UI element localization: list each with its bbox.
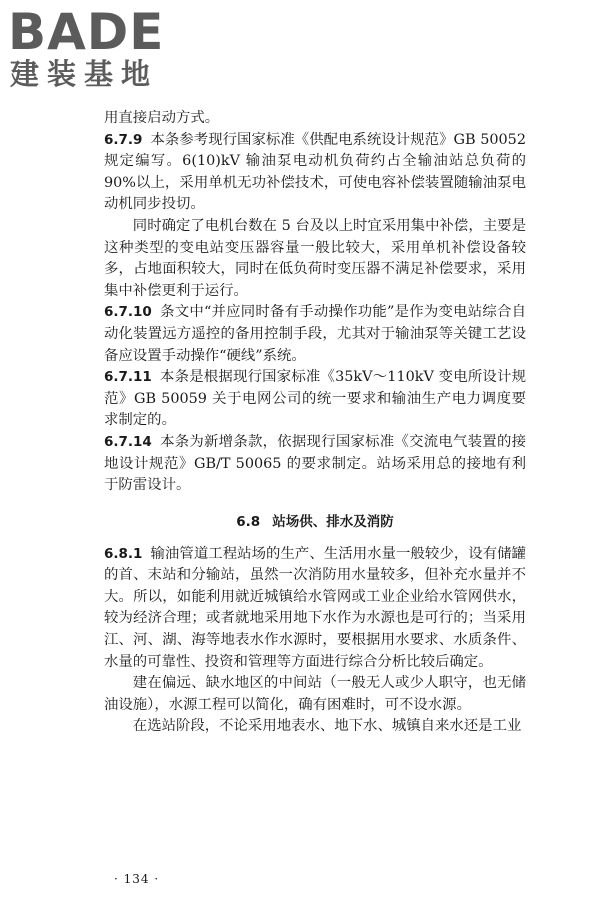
clause-6-7-11 bbox=[104, 367, 526, 432]
paragraph: 建在偏远、缺水地区的中间站（一般无人或少人职守，也无储油设施），水源工程可以简化，确有困难时，可不设水源。 bbox=[104, 675, 526, 713]
intro-line: 用直接启动方式。 bbox=[104, 110, 220, 126]
clause-number: 6.7.9 bbox=[104, 131, 143, 148]
logo bbox=[8, 4, 183, 94]
paragraph: 在选站阶段，不论采用地表水、地下水、城镇自来水还是工业 bbox=[132, 718, 522, 735]
page-body bbox=[104, 108, 526, 738]
clause-number: 6.7.10 bbox=[104, 304, 152, 321]
paragraph: 同时确定了电机台数在 5 台及以上时宜采用集中补偿，主要是这种类型的变电站变压器容量一般比较大，采用单机补偿设备较多，占地面积较大，同时在低负荷时变压器不满足补偿要求，采用集中补偿更利于运行。 bbox=[104, 217, 526, 299]
logo-subtitle: 建装基地 bbox=[10, 57, 159, 91]
section-title: 站场供、排水及消防 bbox=[272, 513, 394, 530]
clause-text: 本条为新增条款，依据现行国家标准《交流电气装置的接地设计规范》GB/T 50065 的要求制定。站场采用总的接地有利于防雷设计。 bbox=[104, 433, 526, 494]
clause-6-7-9 bbox=[104, 130, 526, 216]
clause-number: 6.8.1 bbox=[104, 545, 143, 562]
clause-6-7-14 bbox=[104, 432, 526, 497]
logo-brand: BADE bbox=[8, 3, 165, 61]
clause-text: 本条参考现行国家标准《供配电系统设计规范》GB 50052规定编写。6(10)kV 输油泵电动机负荷约占全输油站总负荷的90%以上，采用单机无功补偿技术，可使电容补偿装置随输油泵电动机同步投切。 bbox=[104, 131, 526, 213]
clause-text: 输油管道工程站场的生产、生活用水量一般较少，设有储罐的首、末站和分输站，虽然一次消防用水量较多，但补充水量并不大。所以，如能利用就近城镇给水管网或工业企业给水管网供水，较为经济合理；或者就地采用地下水作为水源也是可行的；当采用江、河、湖、海等地表水作水源时，要根据用水要求、水质条件、水量的可靠性、投资和管理等方面进行综合分析比较后确定。 bbox=[104, 545, 526, 670]
clause-number: 6.7.14 bbox=[104, 433, 152, 450]
page-number: · 134 · bbox=[114, 872, 160, 886]
clause-6-7-10 bbox=[104, 302, 526, 367]
clause-text: 条文中“并应同时备有手动操作功能”是作为变电站综合自动化装置远方遥控的备用控制手段，尤其对于输油泵等关键工艺设备应设置手动操作“硬线”系统。 bbox=[104, 304, 526, 364]
clause-6-8-1 bbox=[104, 544, 526, 674]
clause-number: 6.7.11 bbox=[104, 369, 152, 386]
clause-text: 本条是根据现行国家标准《35kV～110kV 变电所设计规范》GB 50059 关于电网公司的统一要求和输油生产电力调度要求制定的。 bbox=[104, 369, 526, 429]
section-number: 6.8 bbox=[236, 513, 261, 530]
section-heading bbox=[104, 512, 526, 532]
